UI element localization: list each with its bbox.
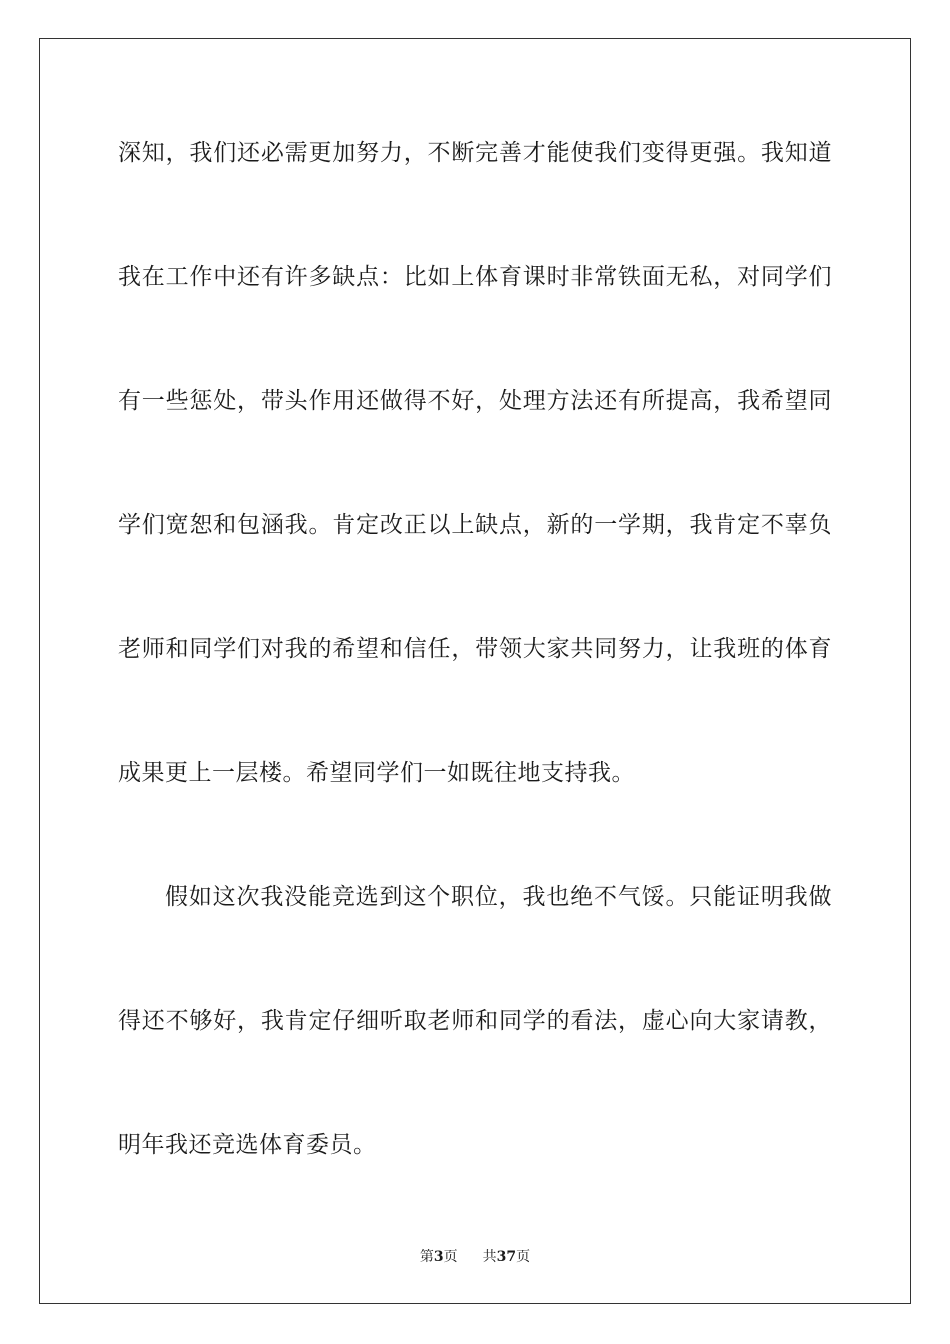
text-line: 深知，我们还必需更加努力，不断完善才能使我们变得更强。我知道 [118,140,832,166]
page-suffix: 页 [443,1249,458,1265]
text-line: 得还不够好，我肯定仔细听取老师和同学的看法，虚心向大家请教， [118,1008,832,1034]
page-prefix: 第 [419,1249,434,1265]
paragraph-first-line: 假如这次我没能竞选到这个职位，我也绝不气馁。只能证明我做 [165,884,832,910]
total-pages-indicator [483,1248,530,1266]
total-number: 37 [496,1249,517,1265]
page-number: 3 [433,1249,444,1265]
text-line: 我在工作中还有许多缺点：比如上体育课时非常铁面无私，对同学们 [118,264,832,290]
text-line: 老师和同学们对我的希望和信任，带领大家共同努力，让我班的体育 [118,636,832,662]
total-suffix: 页 [516,1249,531,1265]
page-frame [39,38,911,1304]
total-prefix: 共 [482,1249,497,1265]
page-footer [0,1248,950,1266]
text-line: 成果更上一层楼。希望同学们一如既往地支持我。 [118,760,635,786]
text-line: 明年我还竞选体育委员。 [118,1132,377,1158]
text-line: 学们宽恕和包涵我。肯定改正以上缺点，新的一学期，我肯定不辜负 [118,512,832,538]
page-indicator [420,1248,458,1266]
text-line: 有一些惩处，带头作用还做得不好，处理方法还有所提高，我希望同 [118,388,832,414]
